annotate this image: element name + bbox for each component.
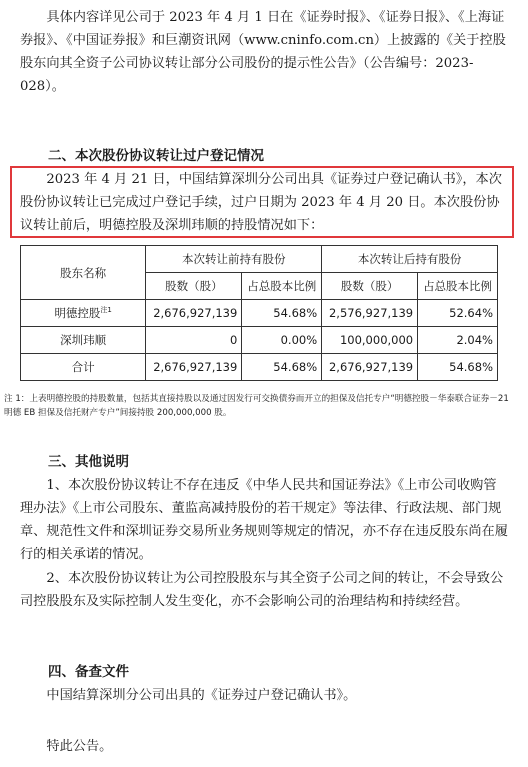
shareholder-name-cell: 深圳玮顺 [21, 327, 146, 354]
intro-paragraph: 具体内容详见公司于 2023 年 4 月 1 日在《证券时报》、《证券日报》、《上海证券报》、《中国证券报》和巨潮资讯网（www.cninfo.com.cn）上披露的《关于控股股东向其全资子公司协议转让部分公司股份的提示性公告》（公告编号：2023-028）。 [20, 10, 506, 94]
col-after-shares: 股数（股） [322, 273, 418, 300]
before-shares-cell: 2,676,927,139 [146, 300, 242, 327]
after-shares-cell: 100,000,000 [322, 327, 418, 354]
section-3-paragraph-2: 2、本次股份协议转让为公司控股股东与其全资子公司之间的转让，不会导致公司控股股东及实际控制人发生变化，亦不会影响公司的治理结构和持续经营。 [20, 571, 504, 609]
col-before-shares: 股数（股） [146, 273, 242, 300]
col-group-after: 本次转让后持有股份 [322, 246, 498, 273]
before-ratio-cell: 54.68% [242, 354, 322, 381]
shareholder-name-cell: 合计 [21, 354, 146, 381]
section-4-paragraph: 中国结算深圳分公司出具的《证券过户登记确认书》。 [46, 688, 357, 703]
col-before-ratio: 占总股本比例 [242, 273, 322, 300]
table-row [21, 300, 498, 327]
section-4-heading: 四、备查文件 [48, 664, 129, 680]
footnote-marker: 注1 [100, 306, 112, 315]
before-ratio-cell: 0.00% [242, 327, 322, 354]
section-2-heading: 二、本次股份协议转让过户登记情况 [48, 148, 264, 164]
table-row [21, 327, 498, 354]
shareholder-name: 明德控股 [54, 306, 101, 320]
after-ratio-cell: 52.64% [418, 300, 498, 327]
before-ratio-cell: 54.68% [242, 300, 322, 327]
shareholder-name-cell [21, 300, 146, 327]
shareholding-table [20, 245, 498, 381]
after-ratio-cell: 2.04% [418, 327, 498, 354]
section-3-paragraph-1: 1、本次股份协议转让不存在违反《中华人民共和国证券法》《上市公司收购管理办法》《上市公司股东、董监高减持股份的若干规定》等法律、行政法规、部门规章、规范性文件和深圳证券交易所业务规则等规定的情况，亦不存在违反股东尚在履行的相关承诺的情况。 [20, 478, 508, 562]
after-shares-cell: 2,576,927,139 [322, 300, 418, 327]
table-footnote: 注 1：上表明德控股的持股数量，包括其直接持股以及通过因发行可交换债券而开立的担保及信托专户“明德控股－华泰联合证券－21 明德 EB 担保及信托财产专户”间接持股 200,000,000 股。 [4, 394, 509, 418]
table-header-row [21, 246, 498, 273]
after-ratio-cell: 54.68% [418, 354, 498, 381]
col-shareholder-name: 股东名称 [21, 246, 146, 300]
after-shares-cell: 2,676,927,139 [322, 354, 418, 381]
col-after-ratio: 占总股本比例 [418, 273, 498, 300]
closing-text: 特此公告。 [46, 739, 113, 754]
col-group-before: 本次转让前持有股份 [146, 246, 322, 273]
section-2-paragraph: 2023 年 4 月 21 日，中国结算深圳分公司出具《证券过户登记确认书》，本次股份协议转让已完成过户登记手续，过户日期为 2023 年 4 月 20 日。本次股份协议转让前后，明德控股及深圳玮顺的持股情况如下： [20, 172, 502, 233]
table-row [21, 354, 498, 381]
section-3-heading: 三、其他说明 [48, 454, 129, 470]
before-shares-cell: 2,676,927,139 [146, 354, 242, 381]
before-shares-cell: 0 [146, 327, 242, 354]
